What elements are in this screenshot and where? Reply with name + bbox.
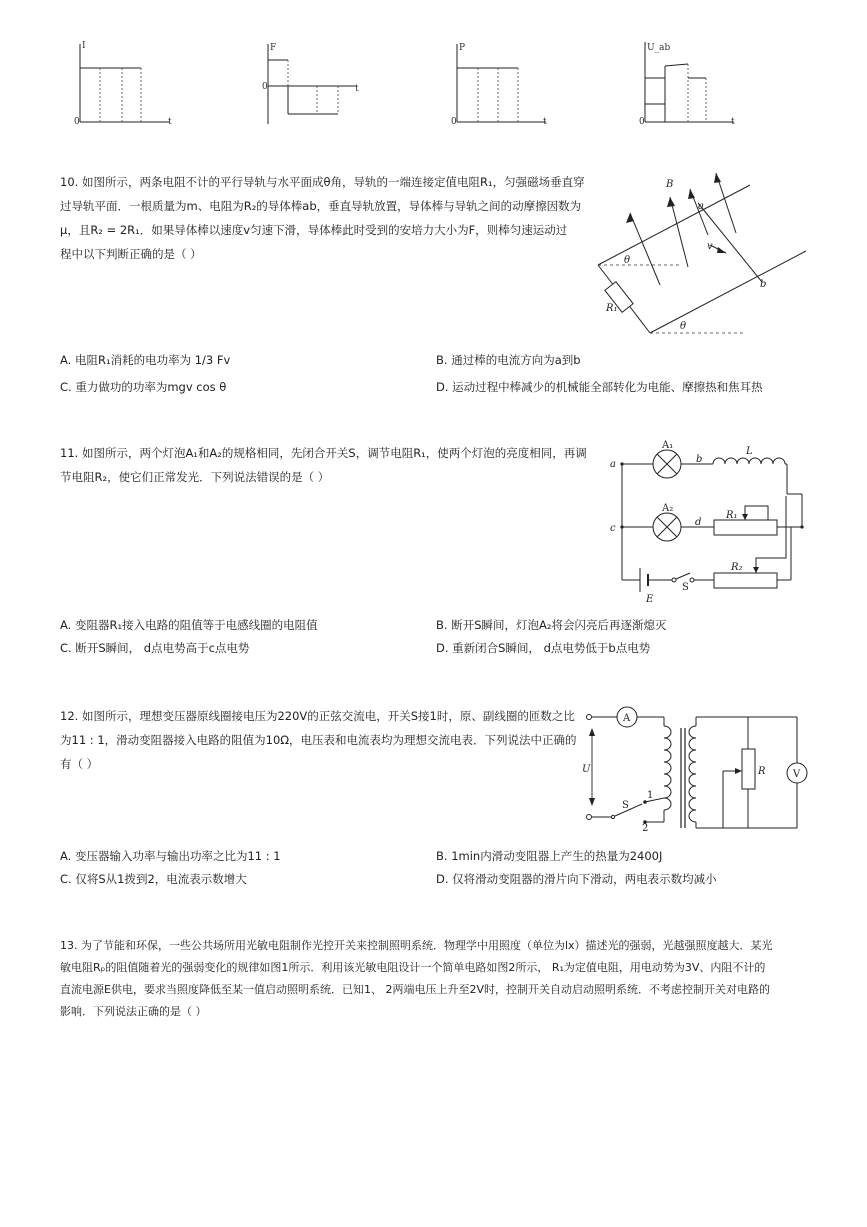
label-R: R xyxy=(758,766,766,777)
graph-f-t xyxy=(255,40,375,130)
graph-x-label: t xyxy=(355,84,359,94)
q10-option-d[interactable]: D. 运动过程中棒减少的机械能全部转化为电能、摩擦热和焦耳热 xyxy=(436,380,763,394)
q13-line: 影响．下列说法正确的是（ ） xyxy=(60,1005,207,1018)
label-A1: A₁ xyxy=(662,440,674,451)
graph-origin: 0 xyxy=(451,117,457,127)
q12-option-a[interactable]: A. 变压器输入功率与输出功率之比为11 : 1 xyxy=(60,849,281,863)
label-d: d xyxy=(695,517,702,528)
q10-stem xyxy=(60,170,585,266)
label-S: S xyxy=(682,582,689,593)
q13-stem xyxy=(60,935,805,1023)
label-E: E xyxy=(646,594,654,605)
graph-y-label: U_ab xyxy=(647,43,671,53)
q11-line: 11. 如图所示，两个灯泡A₁和A₂的规格相同，先闭合开关S，调节电阻R₁，使两个灯泡的亮度相同，再调 xyxy=(60,446,587,460)
graph-y-label: I xyxy=(82,41,86,51)
graph-origin: 0 xyxy=(262,82,268,92)
label-1: 1 xyxy=(647,790,654,801)
label-a: a xyxy=(610,459,616,470)
q10-line: 过导轨平面．一根质量为m、电阻为R₂的导体棒ab，垂直导轨放置，导体棒与导轨之间的动摩擦因数为 xyxy=(60,199,582,213)
label-R2: R₂ xyxy=(731,562,743,573)
label-S: S xyxy=(622,800,629,811)
q10-option-c[interactable]: C. 重力做功的功率为mgv cos θ xyxy=(60,380,227,394)
graph-p-t xyxy=(440,38,560,128)
label-A2: A₂ xyxy=(662,503,674,514)
graph-x-label: t xyxy=(168,117,172,127)
graph-i-t xyxy=(60,38,180,128)
q10-option-b[interactable]: B. 通过棒的电流方向为a到b xyxy=(436,353,581,367)
q10-line: μ，且R₂ = 2R₁．如果导体棒以速度v匀速下滑，导体棒此时受到的安培力大小为F，则棒匀速运动过 xyxy=(60,223,568,237)
label-2: 2 xyxy=(642,823,649,834)
label-a: a xyxy=(698,201,704,212)
graph-origin: 0 xyxy=(639,117,645,127)
label-R1: R₁ xyxy=(726,510,738,521)
q11-option-a[interactable]: A. 变阻器R₁接入电路的阻值等于电感线圈的电阻值 xyxy=(60,618,318,632)
q10-figure xyxy=(590,165,815,340)
label-voltmeter: V xyxy=(793,769,801,780)
q11-figure xyxy=(606,440,816,605)
q13-line: 13. 为了节能和环保，一些公共场所用光敏电阻制作光控开关来控制照明系统．物理学中用照度（单位为lx）描述光的强弱，光越强照度越大．某光 xyxy=(60,939,773,952)
label-theta: θ xyxy=(680,321,687,332)
label-U: U xyxy=(582,764,591,775)
label-R1: R₁ xyxy=(606,303,618,314)
q13-line: 敏电阻Rₚ的阻值随着光的强弱变化的规律如图1所示．利用该光敏电阻设计一个简单电路如图2所示， R₁为定值电阻，用电动势为3V、内阻不计的 xyxy=(60,961,766,974)
label-b: b xyxy=(696,454,703,465)
label-v: v xyxy=(707,241,713,252)
graph-y-label: F xyxy=(270,43,277,53)
q12-option-b[interactable]: B. 1min内滑动变阻器上产生的热量为2400J xyxy=(436,849,663,863)
q11-option-d[interactable]: D. 重新闭合S瞬间， d点电势低于b点电势 xyxy=(436,641,651,655)
q12-line: 有（ ） xyxy=(60,757,99,771)
label-L: L xyxy=(746,446,753,457)
q13-line: 直流电源E供电，要求当照度降低至某一值启动照明系统．已知1、 2两端电压上升至2V时，控制开关自动启动照明系统．不考虑控制开关对电路的 xyxy=(60,983,770,996)
label-B: B xyxy=(666,179,674,190)
graph-origin: 0 xyxy=(74,117,80,127)
q11-line: 节电阻R₂，使它们正常发光．下列说法错误的是（ ） xyxy=(60,470,330,484)
q10-option-a[interactable]: A. 电阻R₁消耗的电功率为 1/3 Fv xyxy=(60,353,231,367)
q12-option-c[interactable]: C. 仅将S从1拨到2，电流表示数增大 xyxy=(60,872,247,886)
q10-line: 程中以下判断正确的是（ ） xyxy=(60,247,202,261)
q11-stem xyxy=(60,441,600,489)
graph-x-label: t xyxy=(731,117,735,127)
q12-figure xyxy=(582,700,817,840)
q12-line: 12. 如图所示，理想变压器原线圈接电压为220V的正弦交流电，开关S接1时，原、副线圈的匝数之比 xyxy=(60,709,575,723)
label-theta: θ xyxy=(624,255,631,266)
q12-line: 为11 : 1，滑动变阻器接入电路的阻值为10Ω，电压表和电流表均为理想交流电表．下列说法中正确的 xyxy=(60,733,577,747)
label-ammeter: A xyxy=(623,713,631,724)
label-c: c xyxy=(610,523,616,534)
q11-option-b[interactable]: B. 断开S瞬间，灯泡A₂将会闪亮后再逐渐熄灭 xyxy=(436,618,667,632)
q11-option-c[interactable]: C. 断开S瞬间， d点电势高于c点电势 xyxy=(60,641,250,655)
graph-uab-t xyxy=(630,38,750,128)
q12-stem xyxy=(60,704,580,776)
graph-y-label: P xyxy=(459,43,466,53)
q12-option-d[interactable]: D. 仅将滑动变阻器的滑片向下滑动，两电表示数均减小 xyxy=(436,872,717,886)
q10-line: 10. 如图所示，两条电阻不计的平行导轨与水平面成θ角，导轨的一端连接定值电阻R₁，匀强磁场垂直穿 xyxy=(60,175,585,189)
graph-x-label: t xyxy=(543,117,547,127)
label-b: b xyxy=(760,279,767,290)
